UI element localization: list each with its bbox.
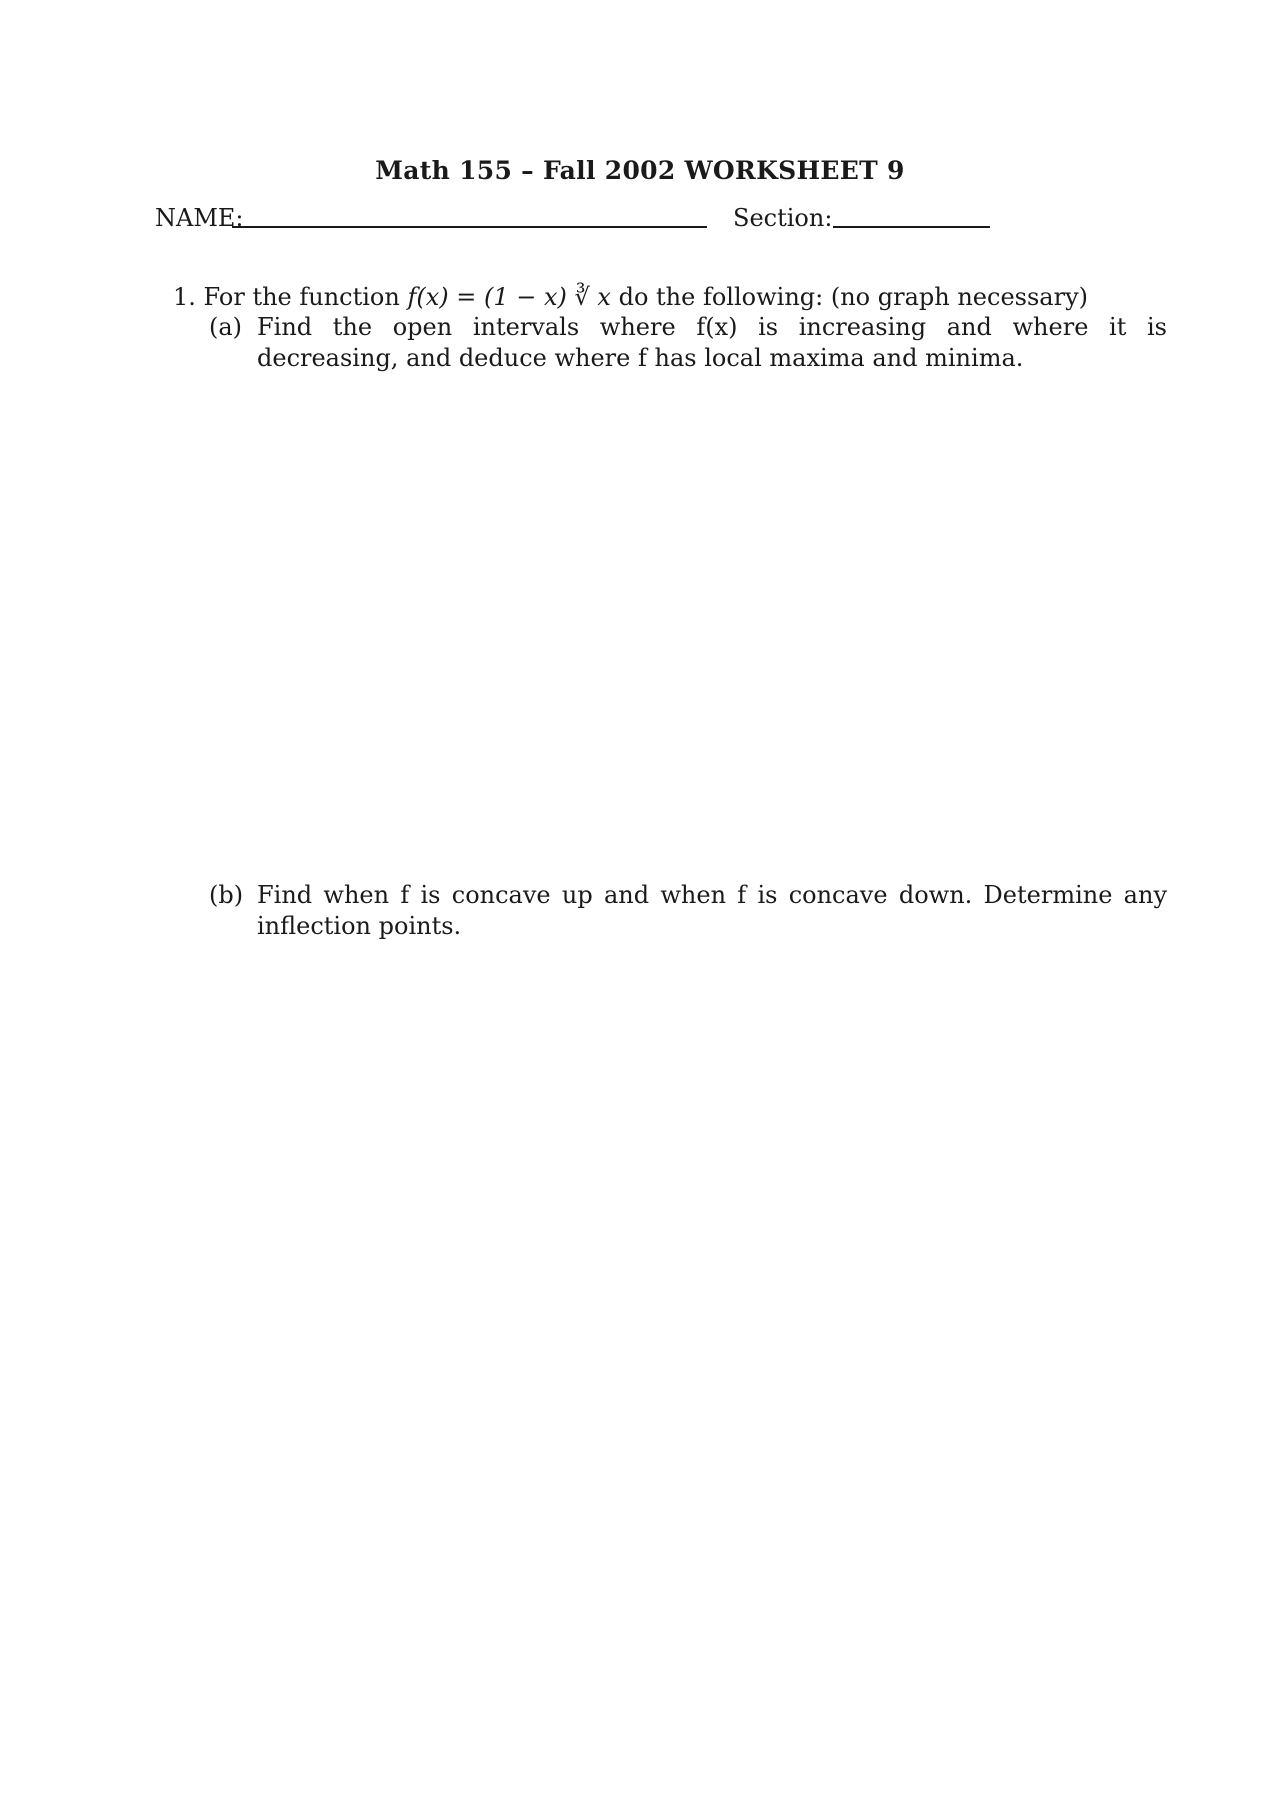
section-blank-line (833, 226, 990, 228)
problem-number: 1. (173, 283, 196, 311)
part-a-text: Find the open intervals where f(x) is increasing and where it is decreasing, and deduce where f has local maxima and minima. (257, 313, 1167, 372)
part-b-label: (b) (209, 881, 244, 909)
function-expression: f(x) = (1 − x) ∛ x (407, 283, 611, 311)
problem-intro-before: For the function (203, 283, 408, 311)
name-label: NAME: (155, 204, 244, 232)
name-blank-line (232, 226, 707, 228)
problem-1-statement (173, 282, 1173, 313)
part-a-label: (a) (209, 313, 243, 341)
worksheet-title: Math 155 – Fall 2002 WORKSHEET 9 (375, 156, 905, 185)
part-b-text: Find when f is concave up and when f is concave down. Determine any inflection points. (257, 881, 1167, 940)
problem-intro-after: do the following: (no graph necessary) (610, 283, 1088, 311)
section-label: Section: (733, 204, 833, 232)
